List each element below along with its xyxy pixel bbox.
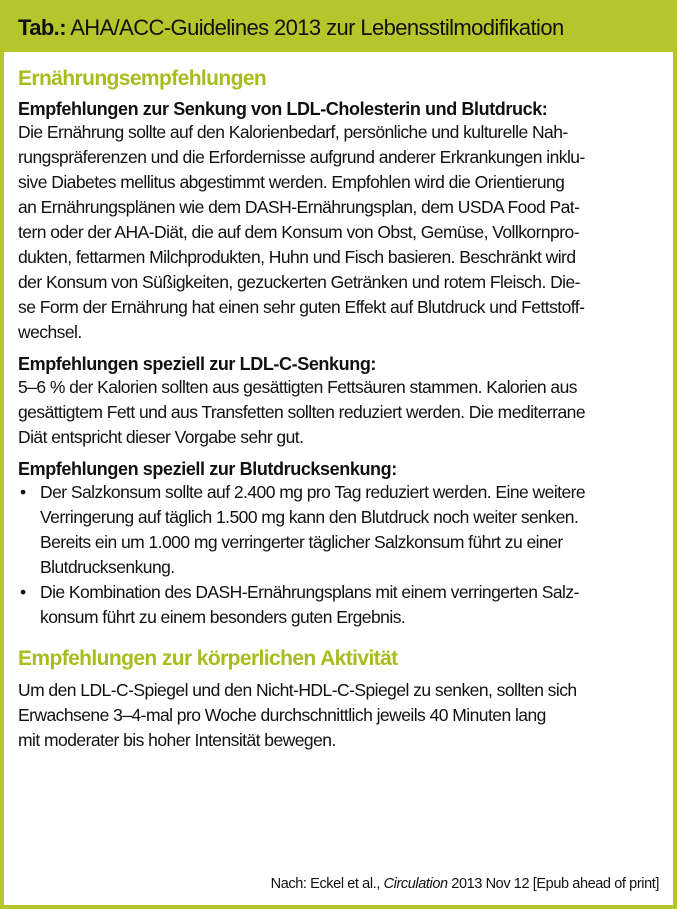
text-line: Erwachsene 3–4-mal pro Woche durchschnittlich jeweils 40 Minuten lang: [18, 705, 546, 725]
citation-journal: Circulation: [383, 876, 448, 892]
list-item: [18, 480, 663, 580]
ldl-bp-paragraph: [18, 120, 663, 345]
citation-suffix: 2013 Nov 12 [Epub ahead of print]: [447, 876, 659, 892]
bullet-point: •: [20, 482, 26, 502]
text-line: wechsel.: [18, 322, 82, 342]
bullet-point: •: [20, 582, 26, 602]
ldl-paragraph: [18, 375, 663, 450]
text-line: an Ernährungsplänen wie dem DASH-Ernährungsplan, dem USDA Food Pat-: [18, 197, 580, 217]
text-line: dukten, fettarmen Milchprodukten, Huhn und Fisch basieren. Beschränkt wird: [18, 247, 576, 267]
table-header: [4, 4, 673, 52]
text-line: Verringerung auf täglich 1.500 mg kann den Blutdruck noch weiter senken.: [40, 507, 579, 527]
text-line: Diät entspricht dieser Vorgabe sehr gut.: [18, 427, 304, 447]
text-line: konsum führt zu einem besonders guten Ergebnis.: [40, 607, 406, 627]
source-citation: [271, 876, 659, 892]
ldl-bp-subheading: Empfehlungen zur Senkung von LDL-Cholesterin und Blutdruck:: [18, 99, 548, 119]
list-item: [18, 580, 663, 630]
text-line: Der Salzkonsum sollte auf 2.400 mg pro Tag reduziert werden. Eine weitere: [40, 482, 586, 502]
activity-paragraph: [18, 678, 663, 753]
table-content: [18, 62, 663, 761]
table-title: AHA/ACC-Guidelines 2013 zur Lebensstilmodifikation: [70, 15, 564, 40]
text-line: der Konsum von Süßigkeiten, gezuckerten Getränken und rotem Fleisch. Die-: [18, 272, 580, 292]
text-line: gesättigtem Fett und aus Transfetten sollten reduziert werden. Die mediterrane: [18, 402, 586, 422]
text-line: Die Kombination des DASH-Ernährungsplans mit einem verringerten Salz-: [40, 582, 579, 602]
bp-subheading: Empfehlungen speziell zur Blutdrucksenkung:: [18, 459, 397, 479]
text-line: se Form der Ernährung hat einen sehr guten Effekt auf Blutdruck und Fettstoff-: [18, 297, 585, 317]
ldl-subheading: Empfehlungen speziell zur LDL-C-Senkung:: [18, 354, 377, 374]
table-label: Tab.:: [18, 15, 66, 40]
citation-prefix: Nach: Eckel et al.,: [270, 876, 384, 892]
text-line: Die Ernährung sollte auf den Kalorienbedarf, persönliche und kulturelle Nah-: [18, 122, 568, 142]
text-line: sive Diabetes mellitus abgestimmt werden. Empfohlen wird die Orientierung: [18, 172, 565, 192]
text-line: Bereits ein um 1.000 mg verringerter täglicher Salzkonsum führt zu einer: [40, 532, 563, 552]
bp-bullet-list-wrapper: [18, 480, 663, 630]
text-line: 5–6 % der Kalorien sollten aus gesättigten Fettsäuren stammen. Kalorien aus: [18, 377, 577, 397]
text-line: tern oder der AHA-Diät, die auf dem Konsum von Obst, Gemüse, Vollkornpro-: [18, 222, 579, 242]
nutrition-heading: Ernährungsempfehlungen: [18, 67, 267, 90]
text-line: mit moderater bis hoher Intensität bewegen.: [18, 730, 336, 750]
text-line: rungspräferenzen und die Erfordernisse aufgrund anderer Erkrankungen inklu-: [18, 147, 585, 167]
text-line: Blutdrucksenkung.: [40, 557, 175, 577]
text-line: Um den LDL-C-Spiegel und den Nicht-HDL-C-Spiegel zu senken, sollten sich: [18, 680, 577, 700]
activity-heading: Empfehlungen zur körperlichen Aktivität: [18, 647, 398, 670]
bp-bullet-list: [18, 480, 663, 630]
